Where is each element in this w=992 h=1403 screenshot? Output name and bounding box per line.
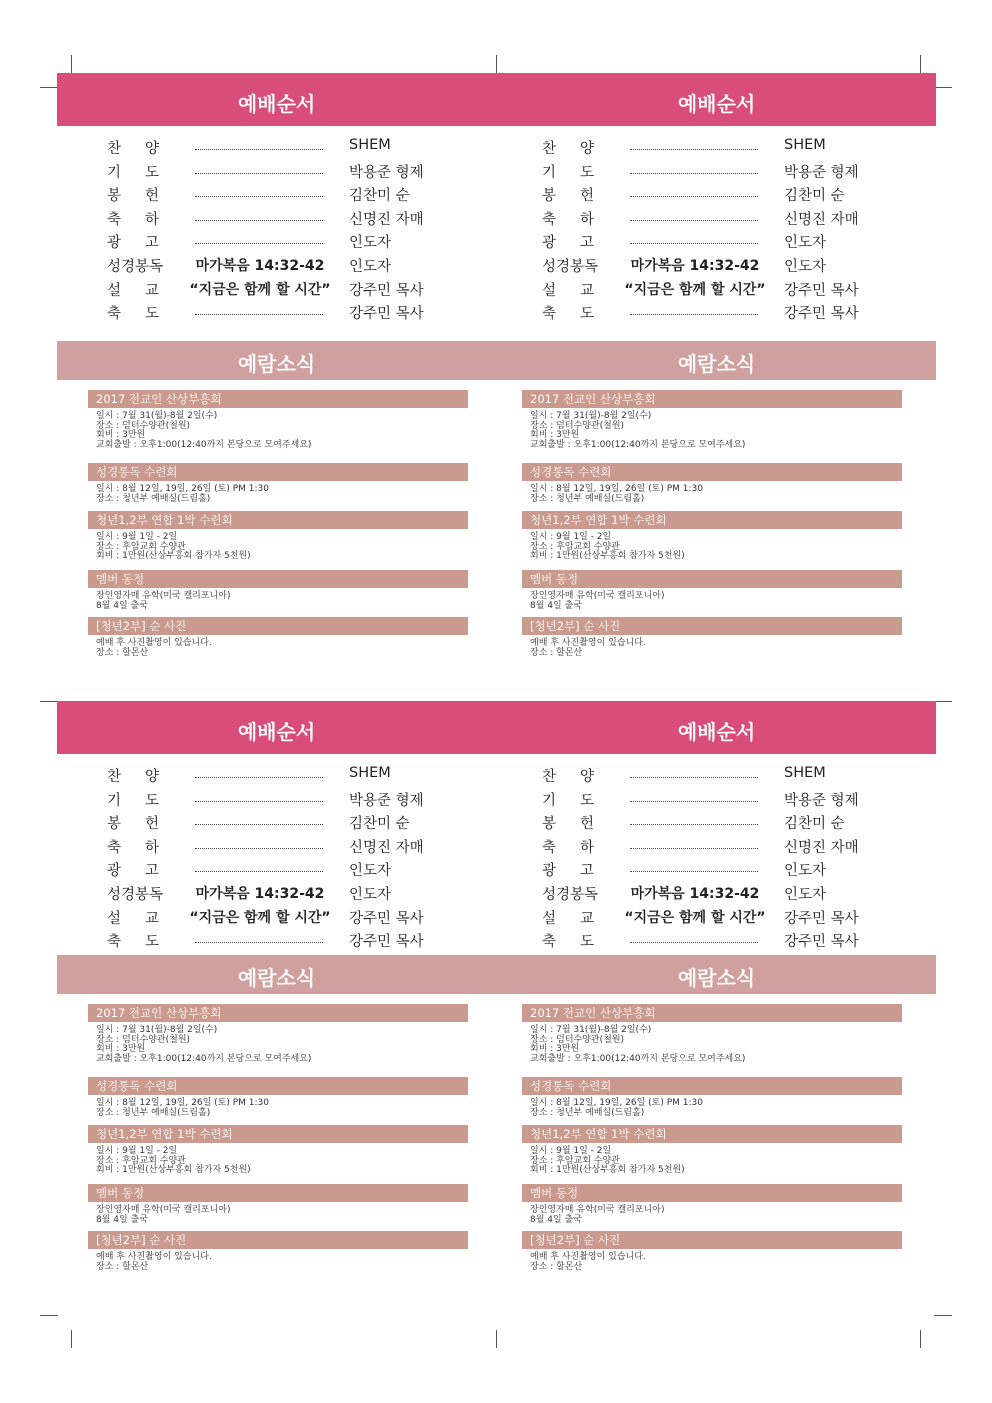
worship-order-title: 예배순서: [677, 92, 756, 116]
dotted-leader: [195, 793, 323, 802]
news-section-line: 장소 : 청년부 예배실(드림홀): [96, 493, 211, 504]
worship-item-name: 축 도: [107, 934, 159, 951]
news-section-line: 장소 : 할몬산: [530, 1261, 583, 1272]
worship-order-row: [107, 208, 507, 230]
dotted-leader: [195, 816, 323, 825]
dotted-leader: [630, 306, 758, 315]
news-section-line: 회비 : 1만원(산상부흥회 참가자 5천원): [96, 551, 251, 561]
worship-order-row: [542, 279, 942, 301]
worship-item-leader: 김찬미 순: [349, 816, 410, 833]
worship-item-detail: 마가복음 14:32-42: [195, 886, 325, 902]
worship-item-leader: 인도자: [784, 259, 827, 275]
worship-item-name: 성경봉독: [542, 259, 599, 275]
news-section-line: 일시 : 7월 31(월)-8월 2일(수): [530, 411, 652, 421]
dotted-leader: [630, 188, 758, 197]
worship-item-name: 광 고: [542, 863, 594, 880]
worship-order-header: [57, 73, 936, 126]
worship-item-detail: 마가복음 14:32-42: [630, 258, 760, 274]
crop-mark: [71, 55, 72, 73]
worship-item-leader: 강주민 목사: [349, 306, 424, 323]
worship-item-leader: 신명진 자매: [349, 211, 424, 228]
worship-item-name: 설 교: [107, 910, 159, 927]
news-section-line: 교회출발 : 오후1:00(12:40까지 본당으로 모여주세요): [96, 439, 312, 450]
news-section-line: 장소 : 할몬산: [96, 647, 149, 658]
dotted-leader: [630, 840, 758, 849]
worship-order-row: [107, 255, 507, 277]
worship-order-row: [107, 859, 507, 881]
worship-item-name: 찬 양: [107, 141, 159, 157]
worship-order-title: 예배순서: [237, 92, 316, 116]
worship-item-leader: 인도자: [784, 887, 827, 903]
worship-order-panel: [57, 73, 936, 323]
worship-item-leader: 강주민 목사: [784, 934, 859, 951]
worship-item-name: 기 도: [107, 164, 159, 181]
dotted-leader: [195, 306, 323, 315]
news-section-line: 회비 : 3만원: [96, 1044, 146, 1054]
worship-order-row: [542, 789, 942, 811]
news-section-line: 장인영자매 유학(미국 캘리포니아): [96, 591, 231, 601]
worship-item-leader: SHEM: [349, 765, 391, 781]
worship-order-row: [107, 137, 507, 159]
dotted-leader: [630, 863, 758, 872]
worship-item-name: 축 하: [107, 211, 159, 228]
worship-item-name: 광 고: [542, 235, 594, 252]
worship-order-row: [107, 184, 507, 206]
worship-order-row: [542, 231, 942, 253]
worship-item-name: 성경봉독: [542, 887, 599, 903]
news-section-heading: 청년1,2부 연합 1박 수련회: [522, 1125, 902, 1143]
news-section-line: 일시 : 9월 1일 - 2일: [96, 532, 178, 542]
dotted-leader: [195, 235, 323, 244]
worship-item-detail: 마가복음 14:32-42: [195, 258, 325, 274]
dotted-leader: [195, 863, 323, 872]
worship-order-row: [107, 765, 507, 787]
dotted-leader: [630, 235, 758, 244]
news-section-line: 일시 : 7월 31(월)-8월 2일(수): [96, 1025, 218, 1035]
worship-item-name: 기 도: [542, 792, 594, 809]
worship-order-row: [542, 812, 942, 834]
news-section-heading: 2017 전교인 산상부흥회: [88, 1004, 468, 1022]
news-section-heading: 청년1,2부 연합 1박 수련회: [88, 511, 468, 529]
news-section-line: 장소 : 청년부 예배실(드림홀): [530, 493, 645, 504]
crop-mark: [40, 1315, 58, 1316]
news-section-line: 장소 : 할몬산: [96, 1261, 149, 1272]
worship-item-leader: 인도자: [349, 887, 392, 903]
worship-item-name: 광 고: [107, 235, 159, 252]
worship-order-row: [542, 161, 942, 183]
news-panel: [57, 955, 936, 1285]
dotted-leader: [630, 165, 758, 174]
worship-order-row: [107, 812, 507, 834]
worship-order-row: [107, 883, 507, 905]
worship-order-row: [107, 279, 507, 301]
worship-item-name: 축 도: [542, 306, 594, 323]
worship-order-row: [542, 930, 942, 952]
worship-item-leader: 박용준 형제: [349, 164, 424, 181]
news-section-line: 장소 : 후암교회 수양관: [96, 541, 186, 552]
news-section-heading: [청년2부] 순 사진: [522, 1231, 902, 1249]
dotted-leader: [195, 141, 323, 150]
worship-item-name: 기 도: [107, 792, 159, 809]
worship-order-row: [107, 930, 507, 952]
worship-item-leader: SHEM: [349, 137, 391, 153]
dotted-leader: [195, 769, 323, 778]
news-section-line: 예배 후 사진촬영이 있습니다.: [530, 638, 646, 648]
worship-item-name: 축 도: [107, 306, 159, 323]
news-section-line: 일시 : 8월 12일, 19일, 26일 (토) PM 1:30: [96, 1098, 270, 1108]
worship-order-row: [542, 859, 942, 881]
worship-order-row: [542, 255, 942, 277]
news-section-line: 장소 : 덤터수양관(철원): [530, 420, 625, 431]
dotted-leader: [195, 188, 323, 197]
worship-item-name: 봉 헌: [542, 816, 594, 833]
worship-item-detail: “지금은 함께 할 시간”: [624, 909, 766, 926]
crop-mark: [934, 701, 952, 702]
worship-item-leader: 박용준 형제: [349, 792, 424, 809]
news-section-line: 8월 4일 출국: [96, 1214, 148, 1225]
worship-item-detail: “지금은 함께 할 시간”: [189, 281, 331, 298]
worship-order-row: [107, 836, 507, 858]
news-section-line: 일시 : 8월 12일, 19일, 26일 (토) PM 1:30: [96, 484, 270, 494]
dotted-leader: [195, 934, 323, 943]
worship-order-row: [107, 161, 507, 183]
worship-item-name: 성경봉독: [107, 259, 164, 275]
crop-mark: [934, 1315, 952, 1316]
news-section-heading: 청년1,2부 연합 1박 수련회: [522, 511, 902, 529]
news-section-line: 회비 : 1만원(산상부흥회 참가자 5천원): [96, 1165, 251, 1175]
worship-order-row: [542, 208, 942, 230]
news-title: 예람소식: [677, 352, 756, 376]
crop-mark: [496, 1330, 497, 1348]
worship-order-row: [542, 907, 942, 929]
worship-item-name: 봉 헌: [542, 188, 594, 205]
worship-item-leader: 강주민 목사: [784, 910, 859, 927]
worship-item-leader: 강주민 목사: [349, 934, 424, 951]
news-section-heading: 청년1,2부 연합 1박 수련회: [88, 1125, 468, 1143]
news-section-line: 회비 : 3만원: [530, 1044, 580, 1054]
crop-mark: [40, 701, 58, 702]
worship-item-detail: “지금은 함께 할 시간”: [189, 909, 331, 926]
news-section-line: 장소 : 덤터수양관(철원): [96, 1034, 191, 1045]
news-section-heading: 2017 전교인 산상부흥회: [522, 1004, 902, 1022]
news-header: [57, 341, 936, 380]
news-section-heading: 멤버 동정: [88, 1184, 468, 1202]
worship-order-row: [542, 137, 942, 159]
news-section-line: 회비 : 1만원(산상부흥회 참가자 5천원): [530, 551, 685, 561]
worship-item-name: 설 교: [542, 282, 594, 299]
news-section-heading: [청년2부] 순 사진: [88, 1231, 468, 1249]
dotted-leader: [630, 816, 758, 825]
worship-order-row: [542, 883, 942, 905]
news-section-line: 장인영자매 유학(미국 캘리포니아): [96, 1205, 231, 1215]
worship-item-name: 봉 헌: [107, 188, 159, 205]
news-section-heading: 성경통독 수련회: [88, 1077, 468, 1095]
worship-item-detail: “지금은 함께 할 시간”: [624, 281, 766, 298]
worship-item-leader: 김찬미 순: [784, 816, 845, 833]
news-section-line: 예배 후 사진촬영이 있습니다.: [96, 1252, 212, 1262]
news-section-line: 장소 : 청년부 예배실(드림홀): [96, 1107, 211, 1118]
news-section-line: 일시 : 8월 12일, 19일, 26일 (토) PM 1:30: [530, 1098, 704, 1108]
dotted-leader: [630, 793, 758, 802]
news-section-line: 장소 : 후암교회 수양관: [530, 541, 620, 552]
worship-item-name: 찬 양: [542, 769, 594, 785]
worship-item-name: 축 하: [542, 839, 594, 856]
worship-item-leader: 강주민 목사: [784, 306, 859, 323]
news-section-line: 교회출발 : 오후1:00(12:40까지 본당으로 모여주세요): [96, 1053, 312, 1064]
news-section-heading: 성경통독 수련회: [522, 1077, 902, 1095]
worship-item-leader: 김찬미 순: [784, 188, 845, 205]
news-section-heading: 2017 전교인 산상부흥회: [522, 390, 902, 408]
news-section-heading: [청년2부] 순 사진: [88, 617, 468, 635]
news-section-line: 예배 후 사진촬영이 있습니다.: [96, 638, 212, 648]
worship-item-leader: 김찬미 순: [349, 188, 410, 205]
dotted-leader: [630, 212, 758, 221]
crop-mark: [71, 1330, 72, 1348]
worship-item-leader: 인도자: [349, 863, 392, 880]
worship-item-leader: SHEM: [784, 765, 826, 781]
news-section-line: 8월 4일 출국: [530, 600, 582, 611]
worship-item-leader: 인도자: [349, 259, 392, 275]
worship-order-row: [107, 907, 507, 929]
worship-item-leader: 박용준 형제: [784, 164, 859, 181]
crop-mark: [934, 87, 952, 88]
dotted-leader: [630, 934, 758, 943]
news-title: 예람소식: [237, 966, 316, 990]
dotted-leader: [195, 212, 323, 221]
news-section-heading: [청년2부] 순 사진: [522, 617, 902, 635]
worship-order-header: [57, 701, 936, 754]
worship-order-row: [542, 765, 942, 787]
news-section-line: 8월 4일 출국: [530, 1214, 582, 1225]
worship-item-leader: 강주민 목사: [349, 282, 424, 299]
news-section-line: 장소 : 덤터수양관(철원): [96, 420, 191, 431]
worship-item-leader: 신명진 자매: [784, 839, 859, 856]
news-section-line: 일시 : 9월 1일 - 2일: [530, 532, 612, 542]
news-section-line: 8월 4일 출국: [96, 600, 148, 611]
worship-item-name: 설 교: [542, 910, 594, 927]
news-title: 예람소식: [677, 966, 756, 990]
worship-item-leader: 박용준 형제: [784, 792, 859, 809]
worship-item-name: 찬 양: [542, 141, 594, 157]
worship-item-name: 성경봉독: [107, 887, 164, 903]
worship-order-row: [542, 836, 942, 858]
worship-item-name: 축 하: [107, 839, 159, 856]
dotted-leader: [630, 769, 758, 778]
news-section-line: 회비 : 3만원: [530, 430, 580, 440]
worship-item-name: 봉 헌: [107, 816, 159, 833]
worship-item-detail: 마가복음 14:32-42: [630, 886, 760, 902]
worship-item-name: 광 고: [107, 863, 159, 880]
dotted-leader: [195, 165, 323, 174]
worship-item-leader: 신명진 자매: [784, 211, 859, 228]
worship-order-panel: [57, 701, 936, 951]
news-section-line: 일시 : 9월 1일 - 2일: [530, 1146, 612, 1156]
worship-order-row: [107, 231, 507, 253]
news-section-line: 장인영자매 유학(미국 캘리포니아): [530, 1205, 665, 1215]
worship-item-name: 축 하: [542, 211, 594, 228]
news-title: 예람소식: [237, 352, 316, 376]
worship-item-leader: 인도자: [784, 863, 827, 880]
news-section-line: 일시 : 8월 12일, 19일, 26일 (토) PM 1:30: [530, 484, 704, 494]
worship-item-name: 기 도: [542, 164, 594, 181]
worship-item-leader: SHEM: [784, 137, 826, 153]
news-section-heading: 성경통독 수련회: [88, 463, 468, 481]
dotted-leader: [195, 840, 323, 849]
news-section-line: 장소 : 덤터수양관(철원): [530, 1034, 625, 1045]
worship-item-name: 설 교: [107, 282, 159, 299]
news-section-line: 장소 : 후암교회 수양관: [96, 1155, 186, 1166]
worship-order-row: [107, 302, 507, 324]
news-section-line: 교회출발 : 오후1:00(12:40까지 본당으로 모여주세요): [530, 1053, 746, 1064]
crop-mark: [920, 1330, 921, 1348]
worship-item-leader: 강주민 목사: [349, 910, 424, 927]
news-section-line: 일시 : 9월 1일 - 2일: [96, 1146, 178, 1156]
news-header: [57, 955, 936, 994]
news-section-line: 장소 : 할몬산: [530, 647, 583, 658]
crop-mark: [920, 55, 921, 73]
news-section-line: 장인영자매 유학(미국 캘리포니아): [530, 591, 665, 601]
news-section-line: 일시 : 7월 31(월)-8월 2일(수): [530, 1025, 652, 1035]
news-section-heading: 2017 전교인 산상부흥회: [88, 390, 468, 408]
worship-order-title: 예배순서: [677, 720, 756, 744]
crop-mark: [496, 55, 497, 73]
worship-item-name: 찬 양: [107, 769, 159, 785]
news-section-line: 예배 후 사진촬영이 있습니다.: [530, 1252, 646, 1262]
news-section-line: 장소 : 후암교회 수양관: [530, 1155, 620, 1166]
news-section-heading: 멤버 동정: [522, 570, 902, 588]
worship-item-leader: 강주민 목사: [784, 282, 859, 299]
news-section-heading: 성경통독 수련회: [522, 463, 902, 481]
worship-item-leader: 신명진 자매: [349, 839, 424, 856]
worship-item-leader: 인도자: [784, 235, 827, 252]
worship-order-row: [542, 184, 942, 206]
news-section-heading: 멤버 동정: [522, 1184, 902, 1202]
news-section-line: 일시 : 7월 31(월)-8월 2일(수): [96, 411, 218, 421]
worship-order-row: [542, 302, 942, 324]
worship-item-name: 축 도: [542, 934, 594, 951]
news-section-line: 교회출발 : 오후1:00(12:40까지 본당으로 모여주세요): [530, 439, 746, 450]
crop-mark: [40, 87, 58, 88]
news-section-line: 회비 : 1만원(산상부흥회 참가자 5천원): [530, 1165, 685, 1175]
news-section-heading: 멤버 동정: [88, 570, 468, 588]
news-section-line: 회비 : 3만원: [96, 430, 146, 440]
worship-item-leader: 인도자: [349, 235, 392, 252]
worship-order-row: [107, 789, 507, 811]
news-panel: [57, 341, 936, 671]
news-section-line: 장소 : 청년부 예배실(드림홀): [530, 1107, 645, 1118]
worship-order-title: 예배순서: [237, 720, 316, 744]
dotted-leader: [630, 141, 758, 150]
